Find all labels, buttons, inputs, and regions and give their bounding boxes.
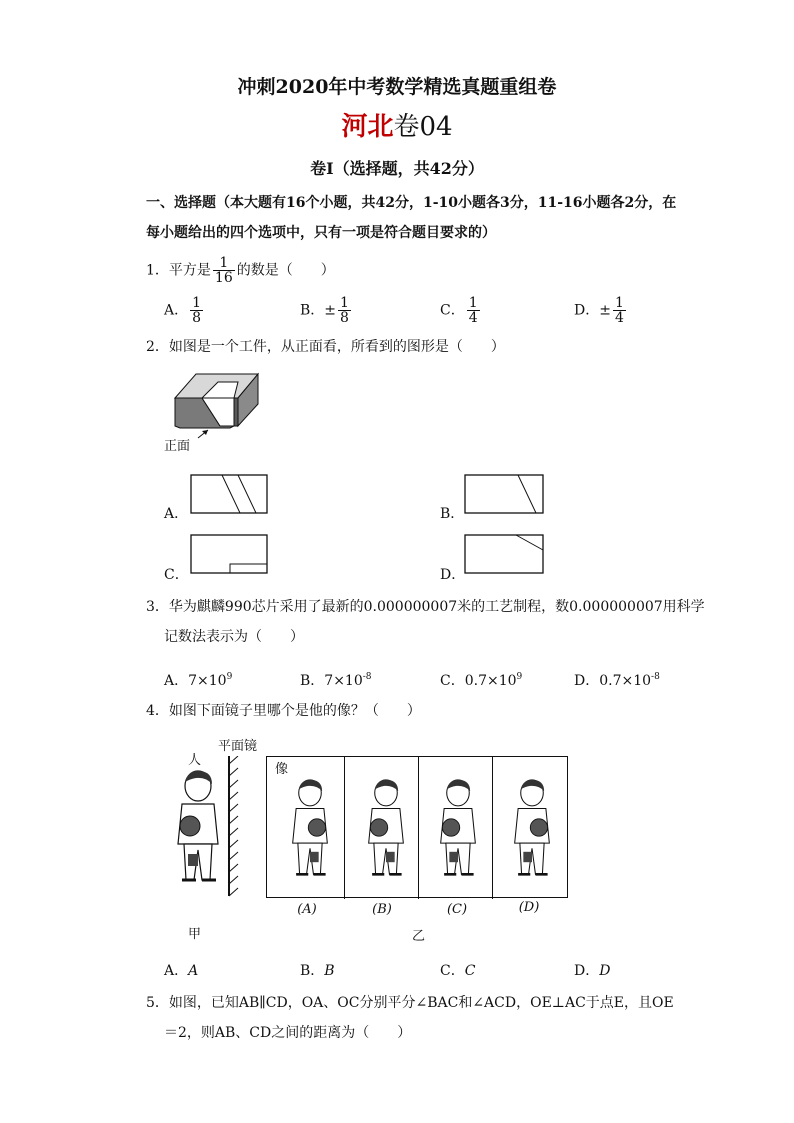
q2-option-d-label[interactable]: D． xyxy=(440,567,466,583)
workpiece-figure xyxy=(160,366,280,442)
q4-option-b[interactable]: B．B xyxy=(300,963,335,979)
figure-b xyxy=(360,772,412,890)
q1-suffix: 的数是（ ） xyxy=(236,262,335,279)
figure-a xyxy=(284,772,336,890)
q1-prefix: 1．平方是 xyxy=(146,262,211,279)
question-3-stem-line-1: 3．华为麒麟990芯片采用了最新的0.000000007米的工艺制程，数0.000000007用科学 xyxy=(146,599,705,615)
question-5-stem-line-2: ＝2，则AB、CD之间的距离为（ ） xyxy=(164,1025,412,1041)
question-2-stem: 2．如图是一个工件，从正面看，所看到的图形是（ ） xyxy=(146,339,505,355)
q4-option-c[interactable]: C．C xyxy=(440,963,476,979)
label-jia: 甲 xyxy=(188,927,202,942)
mirror-label: 平面镜 xyxy=(218,739,258,754)
figure-c xyxy=(432,772,484,890)
mirror-figure xyxy=(226,756,240,898)
paper-subtitle xyxy=(0,106,794,143)
province-label: 河北 xyxy=(341,112,394,142)
question-1-stem xyxy=(146,256,335,285)
paper-title: 冲刺2020年中考数学精选真题重组卷 xyxy=(237,76,557,98)
q2-option-c-label[interactable]: C． xyxy=(164,567,189,583)
caption-c: (C) xyxy=(446,902,468,917)
q2-option-c-figure[interactable] xyxy=(190,534,270,576)
instructions-line-1: 一、选择题（本大题有16个小题，共42分，1-10小题各3分，11-16小题各2分，在 xyxy=(146,195,677,211)
caption-a: (A) xyxy=(297,902,317,917)
q1-option-a[interactable]: A． $\frac{1}{8}$ xyxy=(164,295,202,326)
q3-option-c[interactable]: C．$0.7\times 10^9$ xyxy=(440,672,523,689)
caption-d: (D) xyxy=(518,900,540,915)
q2-option-b-label[interactable]: B． xyxy=(440,506,465,522)
q1-option-b[interactable]: B．± $\frac{1}{8}$ xyxy=(300,295,349,326)
question-5-stem-line-1: 5．如图，已知AB∥CD，OA、OC分别平分∠BAC和∠ACD，OE⊥AC于点E，且OE xyxy=(146,995,674,1011)
q1-option-c[interactable]: C． $\frac{1}{4}$ xyxy=(440,295,478,326)
q2-option-a-label[interactable]: A． xyxy=(164,506,189,522)
front-label: 正面 xyxy=(164,439,191,454)
person-figure xyxy=(168,768,228,892)
q4-option-a[interactable]: A．A xyxy=(164,963,199,979)
image-label: 像 xyxy=(275,762,289,777)
section-title: 卷Ⅰ（选择题，共42分） xyxy=(310,159,484,178)
q2-option-b-figure[interactable] xyxy=(464,474,546,516)
q1-fraction: $\frac{1}{16}$ xyxy=(214,255,233,286)
q4-option-d[interactable]: D．D xyxy=(574,963,611,979)
question-4-stem: 4．如图下面镜子里哪个是他的像？（ ） xyxy=(146,703,421,719)
q3-option-b[interactable]: B．$7\times 10^{-8}$ xyxy=(300,672,372,689)
figure-d xyxy=(506,772,558,890)
label-yi: 乙 xyxy=(412,929,426,944)
q2-option-a-figure[interactable] xyxy=(190,474,270,516)
person-label: 人 xyxy=(188,753,202,768)
q2-option-d-figure[interactable] xyxy=(464,534,546,576)
instructions-line-2: 每小题给出的四个选项中，只有一项是符合题目要求的） xyxy=(146,225,496,241)
q3-option-a[interactable]: A．$7\times 10^9$ xyxy=(164,672,233,689)
question-3-stem-line-2: 记数法表示为（ ） xyxy=(164,629,304,645)
caption-b: (B) xyxy=(372,902,392,917)
paper-number: 卷04 xyxy=(393,112,453,142)
q1-option-d[interactable]: D．± $\frac{1}{4}$ xyxy=(574,295,624,326)
q3-option-d[interactable]: D．$0.7\times 10^{-8}$ xyxy=(574,672,660,689)
